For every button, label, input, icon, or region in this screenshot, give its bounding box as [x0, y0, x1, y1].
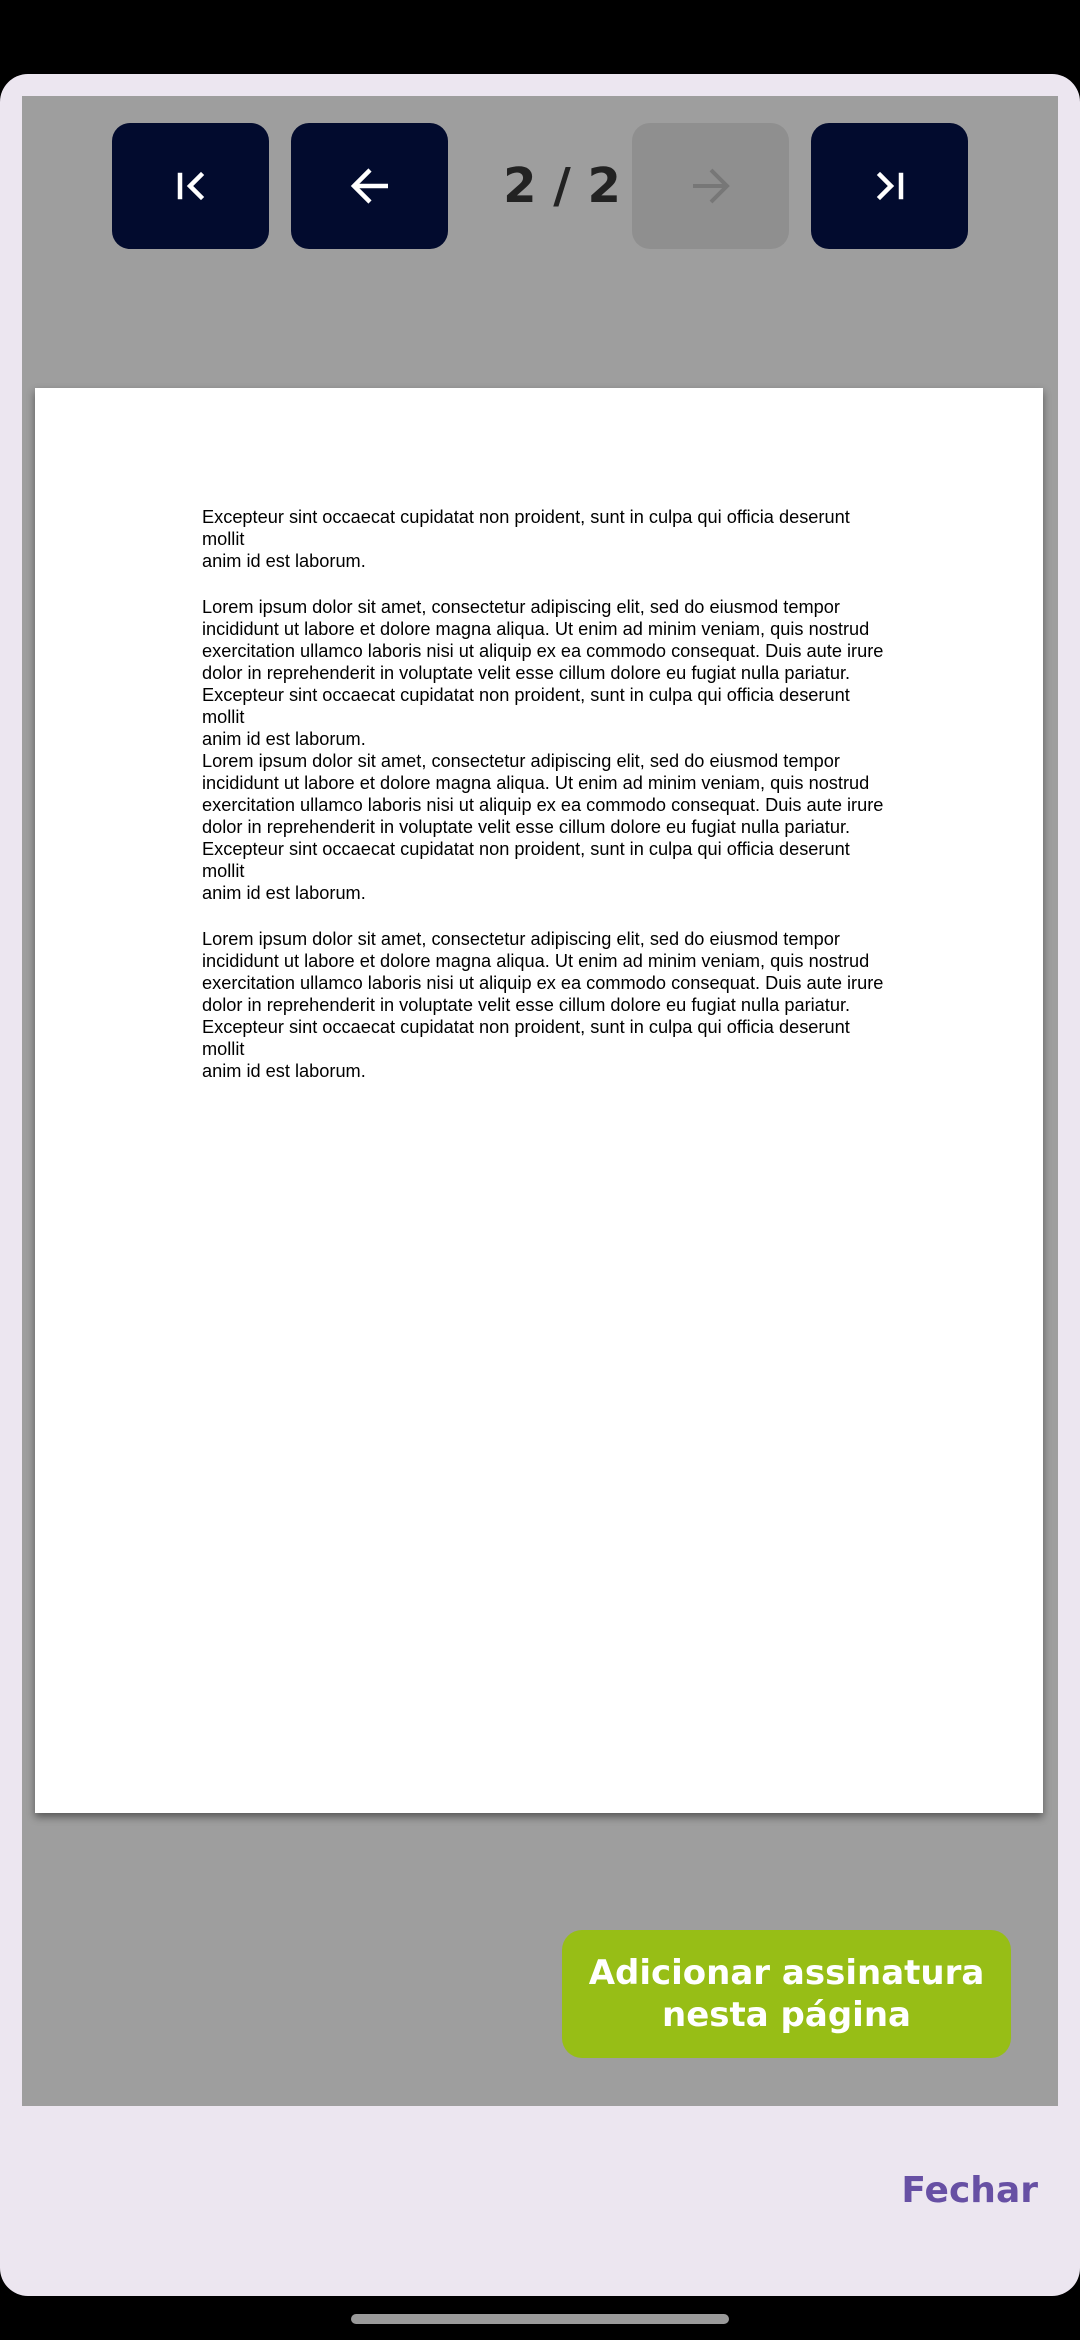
close-button[interactable]: Fechar [901, 2170, 1038, 2211]
document-viewer [22, 96, 1058, 2106]
home-indicator[interactable] [351, 2314, 729, 2324]
paragraph: Excepteur sint occaecat cupidatat non proident, sunt in culpa qui officia deserunt mollit anim id est laborum. [202, 507, 850, 571]
last-page-icon [870, 166, 910, 206]
paragraph: Lorem ipsum dolor sit amet, consectetur adipiscing elit, sed do eiusmod tempor incididunt ut labore et dolore magna aliqua. Ut enim ad minim veniam, quis nostrud exercitation ullamco laboris nisi ut aliquip ex ea commodo consequat. Duis aute irure dolor in reprehenderit in voluptate velit esse cillum dolore eu fugiat nulla pariatur. Excepteur sint occaecat cupidatat non proident, sunt in culpa qui officia deserunt mollit anim id est laborum. [202, 597, 884, 749]
arrow-left-icon [348, 164, 392, 208]
page-indicator: 2 / 2 [503, 158, 621, 214]
paragraph: Lorem ipsum dolor sit amet, consectetur adipiscing elit, sed do eiusmod tempor incididunt ut labore et dolore magna aliqua. Ut enim ad minim veniam, quis nostrud exercitation ullamco laboris nisi ut aliquip ex ea commodo consequat. Duis aute irure dolor in reprehenderit in voluptate velit esse cillum dolore eu fugiat nulla pariatur. Excepteur sint occaecat cupidatat non proident, sunt in culpa qui officia deserunt mollit anim id est laborum. [202, 751, 884, 903]
document-page [35, 388, 1043, 1813]
last-page-button[interactable] [811, 123, 968, 249]
paragraph: Lorem ipsum dolor sit amet, consectetur adipiscing elit, sed do eiusmod tempor incididunt ut labore et dolore magna aliqua. Ut enim ad minim veniam, quis nostrud exercitation ullamco laboris nisi ut aliquip ex ea commodo consequat. Duis aute irure dolor in reprehenderit in voluptate velit esse cillum dolore eu fugiat nulla pariatur. Excepteur sint occaecat cupidatat non proident, sunt in culpa qui officia deserunt mollit anim id est laborum. [202, 929, 884, 1081]
arrow-right-icon [689, 164, 733, 208]
document-text [202, 506, 892, 1082]
status-bar [0, 0, 1080, 74]
next-page-button[interactable] [632, 123, 789, 249]
first-page-icon [171, 166, 211, 206]
first-page-button[interactable] [112, 123, 269, 249]
previous-page-button[interactable] [291, 123, 448, 249]
add-signature-button[interactable]: Adicionar assinatura nesta página [562, 1930, 1011, 2058]
pdf-viewer-dialog [0, 74, 1080, 2296]
